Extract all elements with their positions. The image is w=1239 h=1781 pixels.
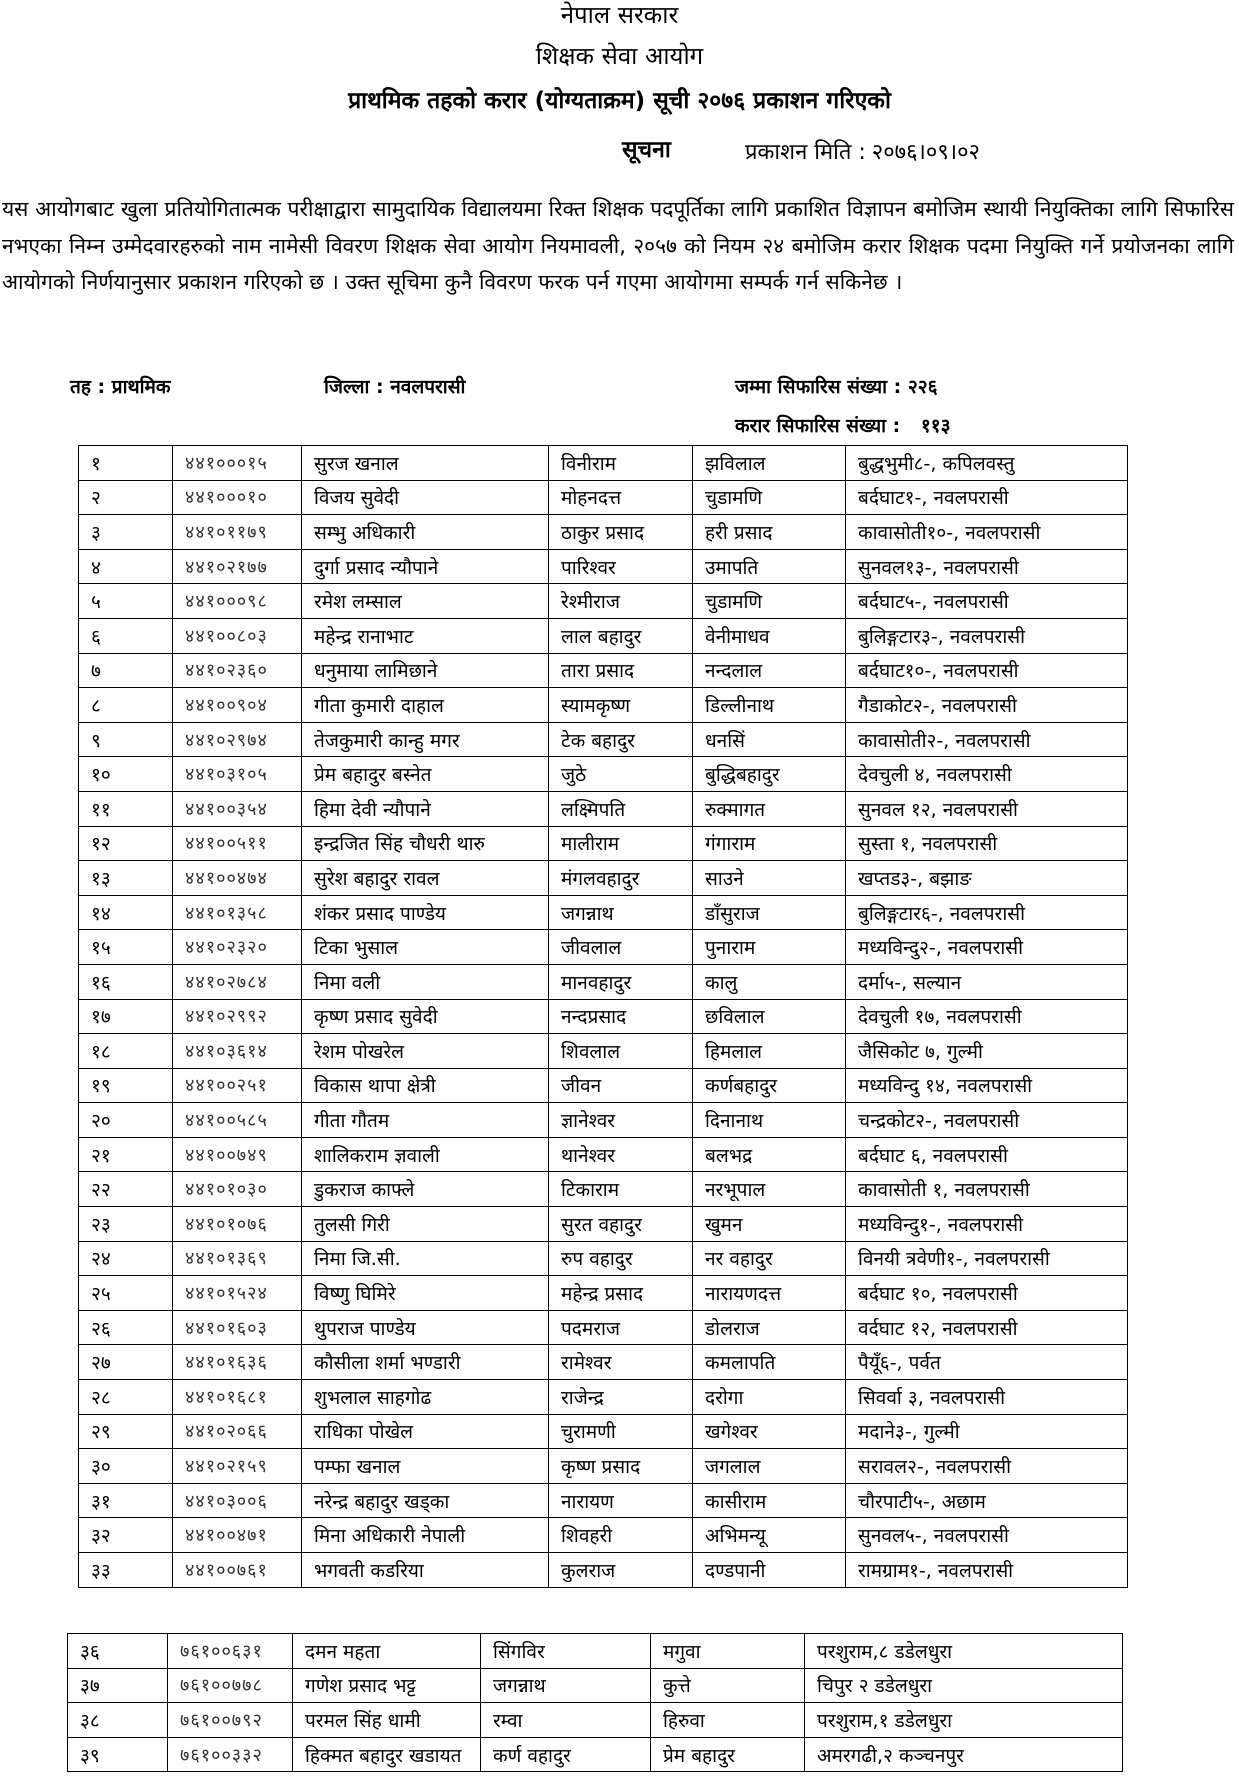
father-name-cell: लक्ष्मिपति — [549, 791, 693, 826]
address-cell: मध्यविन्दु १४, नवलपरासी — [846, 1068, 1128, 1103]
grandfather-name-cell: गंगाराम — [693, 826, 846, 861]
grandfather-name-cell: झविलाल — [693, 446, 846, 481]
grandfather-name-cell: चुडामणि — [693, 584, 846, 619]
father-name-cell: लाल बहादुर — [549, 618, 693, 653]
table-row — [79, 757, 1128, 792]
table-row — [79, 480, 1128, 515]
roll-number-cell: ४४१०१३६९ — [173, 1241, 302, 1276]
serial-cell: १८ — [79, 1034, 173, 1069]
address-cell: बुद्धभुमी८-, कपिलवस्तु — [846, 446, 1128, 481]
candidate-name-cell: परमल सिंह धामी — [293, 1703, 481, 1738]
roll-number-cell: ४४१०३००६ — [173, 1483, 302, 1518]
notice-label: सूचना — [622, 137, 671, 163]
candidate-name-cell: गणेश प्रसाद भट्ट — [293, 1668, 481, 1703]
roll-number-cell: ४४१००२५१ — [173, 1068, 302, 1103]
serial-cell: १ — [79, 446, 173, 481]
grandfather-name-cell: दरोगा — [693, 1380, 846, 1415]
roll-number-cell: ४४१०२१५९ — [173, 1449, 302, 1484]
address-cell: सरावल२-, नवलपरासी — [846, 1449, 1128, 1484]
candidate-name-cell: सुरज खनाल — [302, 446, 549, 481]
roll-number-cell: ४४१००५८५ — [173, 1103, 302, 1138]
serial-cell: २० — [79, 1103, 173, 1138]
address-cell: परशुराम,१ डडेलधुरा — [805, 1703, 1123, 1738]
father-name-cell: कर्ण वहादुर — [481, 1737, 651, 1772]
candidate-name-cell: भगवती कडरिया — [302, 1553, 549, 1588]
grandfather-name-cell: डोलराज — [693, 1310, 846, 1345]
grandfather-name-cell: नन्दलाल — [693, 653, 846, 688]
district-label: जिल्ला : — [324, 376, 384, 398]
roll-number-cell: ४४१०१५२४ — [173, 1276, 302, 1311]
commission-name: शिक्षक सेवा आयोग — [535, 42, 704, 70]
roll-number-cell: ४४१०००९८ — [173, 584, 302, 619]
father-name-cell: नारायण — [549, 1483, 693, 1518]
address-cell: खप्तड३-, बझाङ — [846, 861, 1128, 896]
address-cell: रामग्राम१-, नवलपरासी — [846, 1553, 1128, 1588]
father-name-cell: जगन्नाथ — [549, 895, 693, 930]
father-name-cell: मोहनदत्त — [549, 480, 693, 515]
candidate-name-cell: सम्भु अधिकारी — [302, 515, 549, 550]
serial-cell: २ — [79, 480, 173, 515]
father-name-cell: रेश्मीराज — [549, 584, 693, 619]
address-cell: विनयी त्रवेणी१-, नवलपरासी — [846, 1241, 1128, 1276]
serial-cell: १० — [79, 757, 173, 792]
roll-number-cell: ४४१०१०३० — [173, 1172, 302, 1207]
grandfather-name-cell: मगुवा — [651, 1634, 805, 1669]
grandfather-name-cell: जगलाल — [693, 1449, 846, 1484]
table-row — [79, 1241, 1128, 1276]
serial-cell: ११ — [79, 791, 173, 826]
father-name-cell: पदमराज — [549, 1310, 693, 1345]
serial-cell: ३२ — [79, 1518, 173, 1553]
roll-number-cell: ४४१००७४९ — [173, 1137, 302, 1172]
address-cell: बर्दघाट५-, नवलपरासी — [846, 584, 1128, 619]
address-cell: देवचुली ४, नवलपरासी — [846, 757, 1128, 792]
candidate-name-cell: सुरेश बहादुर रावल — [302, 861, 549, 896]
candidate-name-cell: शंकर प्रसाद पाण्डेय — [302, 895, 549, 930]
grandfather-name-cell: दण्डपानी — [693, 1553, 846, 1588]
table-row — [79, 1310, 1128, 1345]
table-row — [79, 1068, 1128, 1103]
table-row — [79, 1207, 1128, 1242]
serial-cell: ३६ — [68, 1634, 168, 1669]
table-row — [79, 446, 1128, 481]
serial-cell: ८ — [79, 688, 173, 723]
address-cell: कावासोती१०-, नवलपरासी — [846, 515, 1128, 550]
address-cell: सुनवल५-, नवलपरासी — [846, 1518, 1128, 1553]
table-row — [79, 1483, 1128, 1518]
table-row — [79, 826, 1128, 861]
publication-date-value: २०७६।०९।०२ — [871, 140, 980, 165]
table-row — [79, 1276, 1128, 1311]
serial-cell: ३३ — [79, 1553, 173, 1588]
grandfather-name-cell: रुक्मागत — [693, 791, 846, 826]
address-cell: अमरगढी,२ कञ्चनपुर — [805, 1737, 1123, 1772]
address-cell: परशुराम,८ डडेलधुरा — [805, 1634, 1123, 1669]
serial-cell: ७ — [79, 653, 173, 688]
candidate-name-cell: तुलसी गिरी — [302, 1207, 549, 1242]
address-cell: वर्दघाट १२, नवलपरासी — [846, 1310, 1128, 1345]
serial-cell: २२ — [79, 1172, 173, 1207]
district-value: नवलपरासी — [390, 376, 466, 398]
father-name-cell: सुरत वहादुर — [549, 1207, 693, 1242]
address-cell: देवचुली १७, नवलपरासी — [846, 999, 1128, 1034]
serial-cell: १२ — [79, 826, 173, 861]
candidate-name-cell: दमन महता — [293, 1634, 481, 1669]
grandfather-name-cell: साउने — [693, 861, 846, 896]
level-label: तह : — [70, 376, 106, 398]
father-name-cell: टिकाराम — [549, 1172, 693, 1207]
candidate-name-cell: निमा जि.सी. — [302, 1241, 549, 1276]
father-name-cell: स्यामकृष्ण — [549, 688, 693, 723]
grandfather-name-cell: नर वहादुर — [693, 1241, 846, 1276]
father-name-cell: कुलराज — [549, 1553, 693, 1588]
address-cell: सुनवल १२, नवलपरासी — [846, 791, 1128, 826]
address-cell: दर्मा५-, सल्यान — [846, 964, 1128, 999]
father-name-cell: जीवन — [549, 1068, 693, 1103]
candidate-name-cell: नरेन्द्र बहादुर खड्का — [302, 1483, 549, 1518]
grandfather-name-cell: हिरुवा — [651, 1703, 805, 1738]
serial-cell: १५ — [79, 930, 173, 965]
candidate-name-cell: थुपराज पाण्डेय — [302, 1310, 549, 1345]
table-row — [79, 964, 1128, 999]
table-row — [79, 688, 1128, 723]
table-row — [79, 861, 1128, 896]
candidate-table-2-body — [68, 1634, 1123, 1772]
grandfather-name-cell: डिल्लीनाथ — [693, 688, 846, 723]
address-cell: कावासोती२-, नवलपरासी — [846, 722, 1128, 757]
org-name: नेपाल सरकार — [560, 1, 679, 29]
roll-number-cell: ७६१००३३२ — [168, 1737, 293, 1772]
father-name-cell: कृष्ण प्रसाद — [549, 1449, 693, 1484]
publication-date — [745, 136, 986, 166]
contract-recommendation-label: करार सिफारिस संख्या : — [735, 415, 901, 437]
table-row — [79, 1380, 1128, 1415]
roll-number-cell: ७६१००७७८ — [168, 1668, 293, 1703]
roll-number-cell: ४४१००७६१ — [173, 1553, 302, 1588]
father-name-cell: टेक बहादुर — [549, 722, 693, 757]
address-cell: चिपुर २ डडेलधुरा — [805, 1668, 1123, 1703]
grandfather-name-cell: चुडामणि — [693, 480, 846, 515]
table-row — [79, 1449, 1128, 1484]
serial-cell: १६ — [79, 964, 173, 999]
grandfather-name-cell: अभिमन्यू — [693, 1518, 846, 1553]
table-row — [79, 618, 1128, 653]
table-row — [68, 1634, 1123, 1669]
roll-number-cell: ४४१०३६१४ — [173, 1034, 302, 1069]
father-name-cell: रम्वा — [481, 1703, 651, 1738]
address-cell: मध्यविन्दु२-, नवलपरासी — [846, 930, 1128, 965]
serial-cell: ४ — [79, 549, 173, 584]
father-name-cell: थानेश्वर — [549, 1137, 693, 1172]
father-name-cell: जगन्नाथ — [481, 1668, 651, 1703]
publication-date-label: प्रकाशन मिति : — [745, 140, 866, 165]
roll-number-cell: ४४१००४७१ — [173, 1518, 302, 1553]
address-cell: चन्द्रकोट२-, नवलपरासी — [846, 1103, 1128, 1138]
total-recommendation-label: जम्मा सिफारिस संख्या : — [735, 376, 902, 398]
candidate-table-1 — [78, 445, 1128, 1588]
candidate-name-cell: रमेश लम्साल — [302, 584, 549, 619]
candidate-name-cell: तेजकुमारी कान्हु मगर — [302, 722, 549, 757]
serial-cell: २७ — [79, 1345, 173, 1380]
table-row — [79, 1345, 1128, 1380]
contract-recommendation-value: ११३ — [920, 415, 951, 437]
serial-cell: २९ — [79, 1414, 173, 1449]
roll-number-cell: ४४१०१६३६ — [173, 1345, 302, 1380]
father-name-cell: पारिश्वर — [549, 549, 693, 584]
address-cell: कावासोती १, नवलपरासी — [846, 1172, 1128, 1207]
father-name-cell: नन्दप्रसाद — [549, 999, 693, 1034]
roll-number-cell: ४४१०२३२० — [173, 930, 302, 965]
roll-number-cell: ७६१००६३१ — [168, 1634, 293, 1669]
grandfather-name-cell: पुनाराम — [693, 930, 846, 965]
table-row — [79, 515, 1128, 550]
grandfather-name-cell: नरभूपाल — [693, 1172, 846, 1207]
grandfather-name-cell: उमापति — [693, 549, 846, 584]
candidate-name-cell: महेन्द्र रानाभाट — [302, 618, 549, 653]
candidate-table-2 — [67, 1633, 1123, 1772]
serial-cell: ६ — [79, 618, 173, 653]
address-cell: पैयूँ६-, पर्वत — [846, 1345, 1128, 1380]
father-name-cell: मंगलवहादुर — [549, 861, 693, 896]
father-name-cell: सिंगविर — [481, 1634, 651, 1669]
candidate-name-cell: विजय सुवेदी — [302, 480, 549, 515]
candidate-name-cell: पम्फा खनाल — [302, 1449, 549, 1484]
candidate-name-cell: डुकराज काफ्ले — [302, 1172, 549, 1207]
table-row — [79, 1518, 1128, 1553]
table-row — [79, 1137, 1128, 1172]
roll-number-cell: ४४१०१०७६ — [173, 1207, 302, 1242]
grandfather-name-cell: धनसिं — [693, 722, 846, 757]
address-cell: सुस्ता १, नवलपरासी — [846, 826, 1128, 861]
roll-number-cell: ४४१००३५४ — [173, 791, 302, 826]
father-name-cell: मालीराम — [549, 826, 693, 861]
table-row — [79, 930, 1128, 965]
table-row — [79, 549, 1128, 584]
roll-number-cell: ४४१०२३६० — [173, 653, 302, 688]
roll-number-cell: ४४१०००१५ — [173, 446, 302, 481]
grandfather-name-cell: खगेश्वर — [693, 1414, 846, 1449]
roll-number-cell: ४४१००५११ — [173, 826, 302, 861]
serial-cell: ३९ — [68, 1737, 168, 1772]
candidate-table-1-body — [79, 446, 1128, 1588]
table-row — [79, 1553, 1128, 1588]
address-cell: बर्दघाट१-, नवलपरासी — [846, 480, 1128, 515]
table-row — [79, 722, 1128, 757]
candidate-name-cell: विकास थापा क्षेत्री — [302, 1068, 549, 1103]
address-cell: बर्दघाट ६, नवलपरासी — [846, 1137, 1128, 1172]
grandfather-name-cell: कुत्ते — [651, 1668, 805, 1703]
document-title: प्राथमिक तहको करार (योग्यताक्रम) सूची २०७६ प्रकाशन गरिएको — [348, 88, 891, 114]
notice-paragraph: यस आयोगबाट खुला प्रतियोगितात्मक परीक्षाद्वारा सामुदायिक विद्यालयमा रिक्त शिक्षक पदपूर्तिका लागि प्रकाशित विज्ञापन बमोजिम स्थायी नियुक्तिका लागि सिफारिस नभएका निम्न उम्मेदवारहरुको नाम नामेसी विवरण शिक्षक सेवा आयोग नियमावली, २०५७ को नियम २४ बमोजिम करार शिक्षक पदमा नियुक्ति गर्ने प्रयोजनका लागि आयोगको निर्णयानुसार प्रकाशन गरिएको छ । उक्त सूचिमा कुनै विवरण फरक पर्न गएमा आयोगमा सम्पर्क गर्न सकिनेछ । — [2, 197, 1234, 294]
candidate-name-cell: दुर्गा प्रसाद न्यौपाने — [302, 549, 549, 584]
candidate-name-cell: शालिकराम ज्ञवाली — [302, 1137, 549, 1172]
address-cell: जैसिकोट ७, गुल्मी — [846, 1034, 1128, 1069]
father-name-cell: चुरामणी — [549, 1414, 693, 1449]
father-name-cell: ठाकुर प्रसाद — [549, 515, 693, 550]
father-name-cell: जुठे — [549, 757, 693, 792]
candidate-name-cell: कौसीला शर्मा भण्डारी — [302, 1345, 549, 1380]
grandfather-name-cell: छविलाल — [693, 999, 846, 1034]
candidate-name-cell: कृष्ण प्रसाद सुवेदी — [302, 999, 549, 1034]
serial-cell: २१ — [79, 1137, 173, 1172]
district-info — [324, 373, 465, 399]
candidate-name-cell: मिना अधिकारी नेपाली — [302, 1518, 549, 1553]
serial-cell: ३ — [79, 515, 173, 550]
table-row — [68, 1703, 1123, 1738]
candidate-name-cell: शुभलाल साहगोढ — [302, 1380, 549, 1415]
candidate-name-cell: प्रेम बहादुर बस्नेत — [302, 757, 549, 792]
address-cell: सुनवल१३-, नवलपरासी — [846, 549, 1128, 584]
notice-row — [0, 132, 1239, 164]
roll-number-cell: ४४१०३१०५ — [173, 757, 302, 792]
roll-number-cell: ४४१०२७८४ — [173, 964, 302, 999]
father-name-cell: तारा प्रसाद — [549, 653, 693, 688]
serial-cell: २८ — [79, 1380, 173, 1415]
table-row — [79, 895, 1128, 930]
grandfather-name-cell: खुमन — [693, 1207, 846, 1242]
father-name-cell: ज्ञानेश्वर — [549, 1103, 693, 1138]
total-recommendation-info — [735, 373, 938, 399]
table-row — [68, 1668, 1123, 1703]
address-cell: मध्यविन्दु१-, नवलपरासी — [846, 1207, 1128, 1242]
roll-number-cell: ४४१००९०४ — [173, 688, 302, 723]
serial-cell: ३७ — [68, 1668, 168, 1703]
table-row — [68, 1737, 1123, 1772]
serial-cell: १९ — [79, 1068, 173, 1103]
grandfather-name-cell: कालु — [693, 964, 846, 999]
father-name-cell: शिवलाल — [549, 1034, 693, 1069]
grandfather-name-cell: प्रेम बहादुर — [651, 1737, 805, 1772]
serial-cell: २३ — [79, 1207, 173, 1242]
candidate-name-cell: धनुमाया लामिछाने — [302, 653, 549, 688]
roll-number-cell: ४४१०२०६६ — [173, 1414, 302, 1449]
grandfather-name-cell: बुद्धिबहादुर — [693, 757, 846, 792]
serial-cell: १४ — [79, 895, 173, 930]
father-name-cell: राजेन्द्र — [549, 1380, 693, 1415]
candidate-name-cell: हिमा देवी न्यौपाने — [302, 791, 549, 826]
grandfather-name-cell: कासीराम — [693, 1483, 846, 1518]
grandfather-name-cell: कमलापति — [693, 1345, 846, 1380]
table-row — [79, 1103, 1128, 1138]
serial-cell: २४ — [79, 1241, 173, 1276]
candidate-name-cell: गीता कुमारी दाहाल — [302, 688, 549, 723]
address-cell: बर्दघाट१०-, नवलपरासी — [846, 653, 1128, 688]
address-cell: चौरपाटी५-, अछाम — [846, 1483, 1128, 1518]
serial-cell: २५ — [79, 1276, 173, 1311]
address-cell: बर्दघाट १०, नवलपरासी — [846, 1276, 1128, 1311]
candidate-name-cell: हिक्मत बहादुर खडायत — [293, 1737, 481, 1772]
table-row — [79, 1172, 1128, 1207]
roll-number-cell: ४४१००४७४ — [173, 861, 302, 896]
level-value: प्राथमिक — [111, 376, 171, 398]
table-row — [79, 999, 1128, 1034]
candidate-name-cell: विष्णु घिमिरे — [302, 1276, 549, 1311]
address-cell: मदाने३-, गुल्मी — [846, 1414, 1128, 1449]
roll-number-cell: ४४१०११७९ — [173, 515, 302, 550]
roll-number-cell: ४४१००८०३ — [173, 618, 302, 653]
table-row — [79, 1414, 1128, 1449]
grandfather-name-cell: हरी प्रसाद — [693, 515, 846, 550]
total-recommendation-value: २२६ — [907, 376, 938, 398]
roll-number-cell: ४४१०००१० — [173, 480, 302, 515]
father-name-cell: मानवहादुर — [549, 964, 693, 999]
grandfather-name-cell: दिनानाथ — [693, 1103, 846, 1138]
roll-number-cell: ४४१०२१७७ — [173, 549, 302, 584]
grandfather-name-cell: वेनीमाधव — [693, 618, 846, 653]
serial-cell: ५ — [79, 584, 173, 619]
serial-cell: १३ — [79, 861, 173, 896]
roll-number-cell: ४४१०१६८१ — [173, 1380, 302, 1415]
serial-cell: ३८ — [68, 1703, 168, 1738]
father-name-cell: रुप वहादुर — [549, 1241, 693, 1276]
grandfather-name-cell: डाँसुराज — [693, 895, 846, 930]
roll-number-cell: ४४१०२९९२ — [173, 999, 302, 1034]
roll-number-cell: ७६१००७९२ — [168, 1703, 293, 1738]
grandfather-name-cell: बलभद्र — [693, 1137, 846, 1172]
father-name-cell: रामेश्वर — [549, 1345, 693, 1380]
candidate-name-cell: राधिका पोखेल — [302, 1414, 549, 1449]
serial-cell: २६ — [79, 1310, 173, 1345]
address-cell: सिवर्वा ३, नवलपरासी — [846, 1380, 1128, 1415]
candidate-name-cell: टिका भुसाल — [302, 930, 549, 965]
grandfather-name-cell: नारायणदत्त — [693, 1276, 846, 1311]
grandfather-name-cell: हिमलाल — [693, 1034, 846, 1069]
serial-cell: ३० — [79, 1449, 173, 1484]
father-name-cell: महेन्द्र प्रसाद — [549, 1276, 693, 1311]
contract-recommendation-info — [735, 412, 951, 438]
table-row — [79, 653, 1128, 688]
table-row — [79, 1034, 1128, 1069]
father-name-cell: जीवलाल — [549, 930, 693, 965]
candidate-name-cell: इन्द्रजित सिंह चौधरी थारु — [302, 826, 549, 861]
candidate-name-cell: निमा वली — [302, 964, 549, 999]
father-name-cell: शिवहरी — [549, 1518, 693, 1553]
serial-cell: ९ — [79, 722, 173, 757]
level-info — [70, 373, 171, 399]
roll-number-cell: ४४१०१६०३ — [173, 1310, 302, 1345]
table-row — [79, 791, 1128, 826]
roll-number-cell: ४४१०१३५८ — [173, 895, 302, 930]
roll-number-cell: ४४१०२९७४ — [173, 722, 302, 757]
candidate-name-cell: रेशम पोखरेल — [302, 1034, 549, 1069]
address-cell: बुलिङ्गटार६-, नवलपरासी — [846, 895, 1128, 930]
grandfather-name-cell: कर्णबहादुर — [693, 1068, 846, 1103]
serial-cell: ३१ — [79, 1483, 173, 1518]
candidate-name-cell: गीता गौतम — [302, 1103, 549, 1138]
address-cell: बुलिङ्गटार३-, नवलपरासी — [846, 618, 1128, 653]
address-cell: गैडाकोट२-, नवलपरासी — [846, 688, 1128, 723]
father-name-cell: विनीराम — [549, 446, 693, 481]
table-row — [79, 584, 1128, 619]
serial-cell: १७ — [79, 999, 173, 1034]
